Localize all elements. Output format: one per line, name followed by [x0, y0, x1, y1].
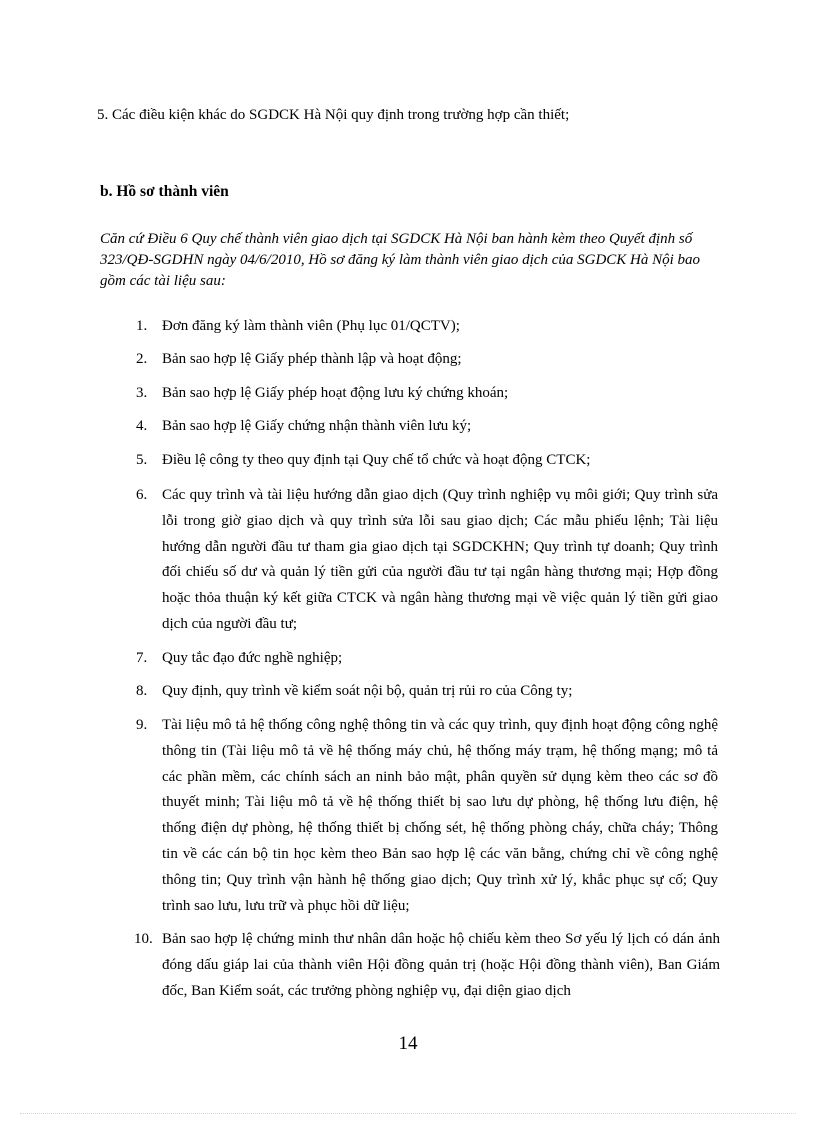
list-item-text: Đơn đăng ký làm thành viên (Phụ lục 01/QCTV); [162, 318, 460, 334]
list-item-text: Quy định, quy trình về kiểm soát nội bộ, quản trị rủi ro của Công ty; [162, 683, 573, 699]
list-item-number: 1. [136, 318, 148, 334]
list-item-number: 3. [136, 385, 148, 401]
list-item [136, 314, 718, 340]
list-item-text: Bản sao hợp lệ Giấy phép hoạt động lưu ký chứng khoán; [162, 385, 509, 401]
list-item [134, 927, 720, 1004]
list-item [136, 347, 718, 373]
list-item-number: 4. [136, 418, 148, 434]
list-item-number: 6. [136, 487, 148, 503]
list-item-text: Bản sao hợp lệ Giấy chứng nhận thành viên lưu ký; [162, 418, 472, 434]
list-item [136, 381, 718, 407]
list-item-number: 9. [136, 717, 148, 733]
bottom-divider [20, 1113, 796, 1114]
list-item-text: Các quy trình và tài liệu hướng dẫn giao dịch (Quy trình nghiệp vụ môi giới; Quy trình sửa lỗi trong giờ giao dịch và quy trình sửa lỗi sau giao dịch; Các mẫu phiếu lệnh; Tài liệu hướng dẫn người đầu tư tham gia giao dịch tại SGDCKHN; Quy trình tự doanh; Quy trình đối chiếu số dư và quản lý tiền gửi của người đầu tư tại ngân hàng thương mại; Hợp đồng hoặc thỏa thuận ký kết giữa CTCK và ngân hàng thương mại về việc quản lý tiền gửi giao dịch của người đầu tư; [162, 487, 718, 632]
list-item-number: 8. [136, 683, 148, 699]
list-item-number: 7. [136, 650, 148, 666]
list-item [136, 679, 718, 705]
list-item-number: 5. [136, 452, 148, 468]
list-item [136, 448, 718, 474]
list-item [136, 483, 718, 638]
lead-paragraph: Căn cứ Điều 6 Quy chế thành viên giao dịch tại SGDCK Hà Nội ban hành kèm theo Quyết định số 323/QĐ-SGDHN ngày 04/6/2010, Hồ sơ đăng ký làm thành viên giao dịch của SGDCK Hà Nội bao gồm các tài liệu sau: [100, 231, 701, 289]
list-item-text: Quy tắc đạo đức nghề nghiệp; [162, 650, 343, 666]
list-item-text: Tài liệu mô tả hệ thống công nghệ thông tin và các quy trình, quy định hoạt động công nghệ thông tin (Tài liệu mô tả về hệ thống máy chủ, hệ thống máy trạm, hệ thống mạng; mô tả các phần mềm, các chính sách an ninh bảo mật, phân quyền sử dụng kèm theo các sơ đồ thuyết minh; Tài liệu mô tả về hệ thống thiết bị sao lưu dự phòng, hệ thống lưu điện, hệ thống điện dự phòng, hệ thống thiết bị chống sét, hệ thống phòng cháy, chữa cháy; Thông tin về các cán bộ tin học kèm theo Bản sao hợp lệ các văn bằng, chứng chỉ về công nghệ thông tin; Quy trình vận hành hệ thống giao dịch; Quy trình xử lý, khắc phục sự cố; Quy trình sao lưu, lưu trữ và phục hồi dữ liệu; [162, 717, 718, 914]
list-item-text: Điều lệ công ty theo quy định tại Quy chế tổ chức và hoạt động CTCK; [162, 452, 591, 468]
intro-list-item: 5. Các điều kiện khác do SGDCK Hà Nội quy định trong trường hợp cần thiết; [97, 107, 570, 123]
list-item-text: Bản sao hợp lệ chứng minh thư nhân dân hoặc hộ chiếu kèm theo Sơ yếu lý lịch có dán ảnh đóng dấu giáp lai của thành viên Hội đồng quản trị (hoặc Hội đồng thành viên), Ban Giám đốc, Ban Kiểm soát, các trưởng phòng nghiệp vụ, đại diện giao dịch [162, 931, 720, 999]
page-number: 14 [398, 1033, 418, 1054]
list-item-number: 2. [136, 351, 148, 367]
list-item [136, 646, 718, 672]
list-item-text: Bản sao hợp lệ Giấy phép thành lập và hoạt động; [162, 351, 462, 367]
section-title: b. Hồ sơ thành viên [100, 183, 229, 200]
list-item-number: 10. [134, 931, 153, 947]
list-item [136, 414, 718, 440]
list-item [136, 713, 718, 919]
